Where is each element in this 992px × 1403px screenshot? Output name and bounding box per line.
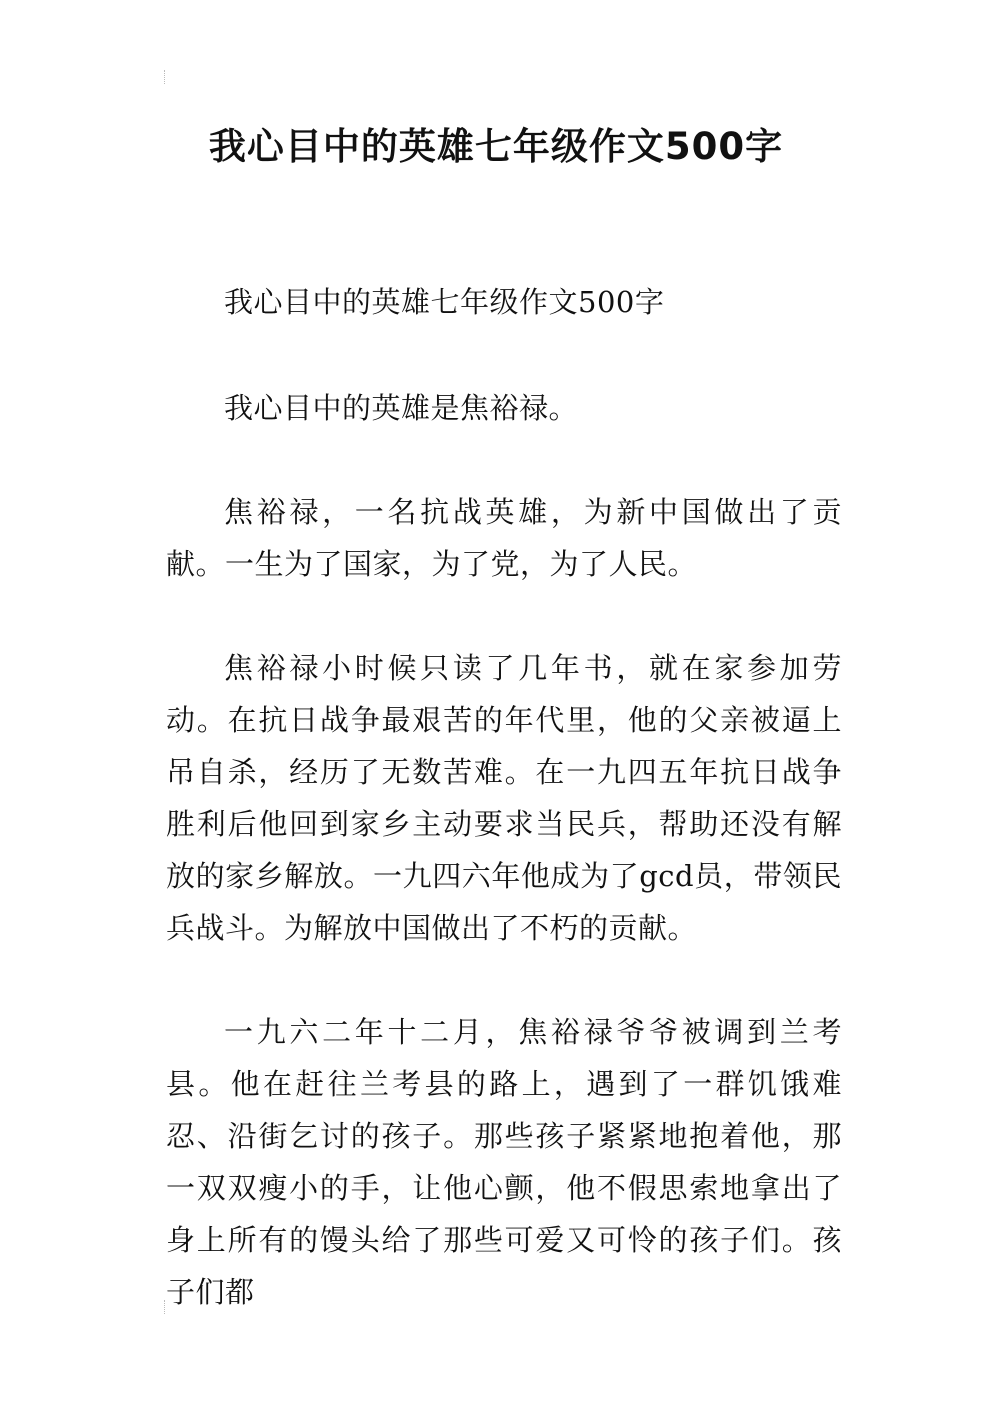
paragraph-2: 焦裕禄，一名抗战英雄，为新中国做出了贡献。一生为了国家，为了党，为了人民。: [166, 495, 842, 581]
document-body: [166, 276, 842, 1370]
page-corner-mark: [164, 1300, 167, 1314]
paragraph-1: 我心目中的英雄是焦裕禄。: [224, 391, 579, 425]
paragraph-4: 一九六二年十二月，焦裕禄爷爷被调到兰考县。他在赶往兰考县的路上，遇到了一群饥饿难忍、沿街乞讨的孩子。那些孩子紧紧地抱着他，那一双双瘦小的手，让他心颤，他不假思索地拿出了身上所有的馒头给了那些可爱又可怜的孩子们。孩子们都: [166, 1015, 842, 1309]
page-corner-mark: [164, 70, 167, 84]
document-title: 我心目中的英雄七年级作文500字: [208, 125, 784, 168]
paragraph-3: 焦裕禄小时候只读了几年书，就在家参加劳动。在抗日战争最艰苦的年代里，他的父亲被逼上吊自杀，经历了无数苦难。在一九四五年抗日战争胜利后他回到家乡主动要求当民兵，帮助还没有解放的家乡解放。一九四六年他成为了gcd员，带领民兵战斗。为解放中国做出了不朽的贡献。: [166, 651, 842, 945]
paragraph-subtitle: 我心目中的英雄七年级作文500字: [224, 285, 665, 319]
